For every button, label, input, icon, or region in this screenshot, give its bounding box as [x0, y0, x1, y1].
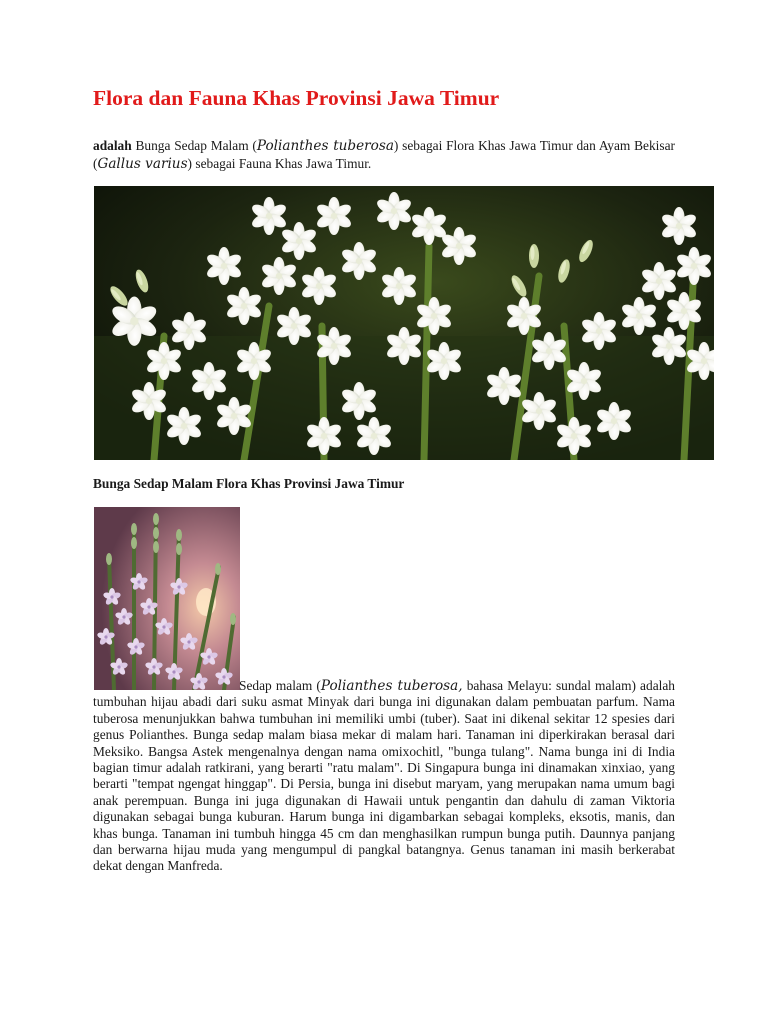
body-scientific-name: Polianthes tuberosa, — [320, 678, 463, 694]
intro-text-3: ) sebagai Fauna Khas Jawa Timur. — [187, 156, 372, 171]
intro-lead: adalah — [93, 138, 132, 153]
tuberose-photo — [94, 186, 714, 460]
intro-scientific-name-1: Polianthes tuberosa — [256, 138, 394, 154]
body-text-2: bahasa Melayu: sundal malam) adalah tumbuhan hijau abadi dari suku asmat Minyak dari bunga ini digunakan dalam pembuatan parfum. Nama tuberosa menunjukkan bahwa tumbuhan ini memiliki umbi (tuber). Saat ini dikenal sekitar 12 spesies dari genus Polianthes. Bunga sedap malam biasa mekar di malam hari. Tanaman ini diperkirakan berasal dari Meksiko. Bangsa Astek mengenalnya dengan nama omixochitl, "bunga tulang". Nama bunga ini di India bagian timur adalah ratkirani, yang berarti "ratu malam". Di Singapura bunga ini dinamakan xinxiao, yang berarti "tempat ngengat hinggap". Di Persia, bunga ini disebut maryam, yang merupakan nama umum bagi anak perempuan. Bunga ini juga digunakan di Hawaii untuk pengantin dan dahulu di zaman Viktoria digunakan sebagai bunga kuburan. Harum bunga ini digambarkan sebagai kompleks, eksotis, manis, dan khas bunga. Tanaman ini tumbuh hingga 45 cm dan menghasilkan rumpun bunga putih. Daunnya panjang dan berwarna hijau muda yang mengumpul di pangkal batangnya. Genus tanaman ini masih berkerabat dekat dengan Manfreda. — [93, 678, 675, 874]
page-title: Flora dan Fauna Khas Provinsi Jawa Timur — [93, 86, 500, 110]
tuberose-bouquet-photo — [94, 507, 240, 690]
photo-caption: Bunga Sedap Malam Flora Khas Provinsi Jawa Timur — [93, 476, 405, 491]
body-paragraph — [93, 678, 675, 875]
intro-text-2: ) sebagai Flora Khas Jawa Timur dan Ayam Bekisar ( — [93, 138, 676, 171]
intro-paragraph — [93, 137, 675, 173]
intro-text-1: Bunga Sedap Malam ( — [131, 138, 257, 153]
body-text-1: Sedap malam ( — [239, 678, 321, 693]
intro-scientific-name-2: Gallus varius — [97, 156, 188, 172]
